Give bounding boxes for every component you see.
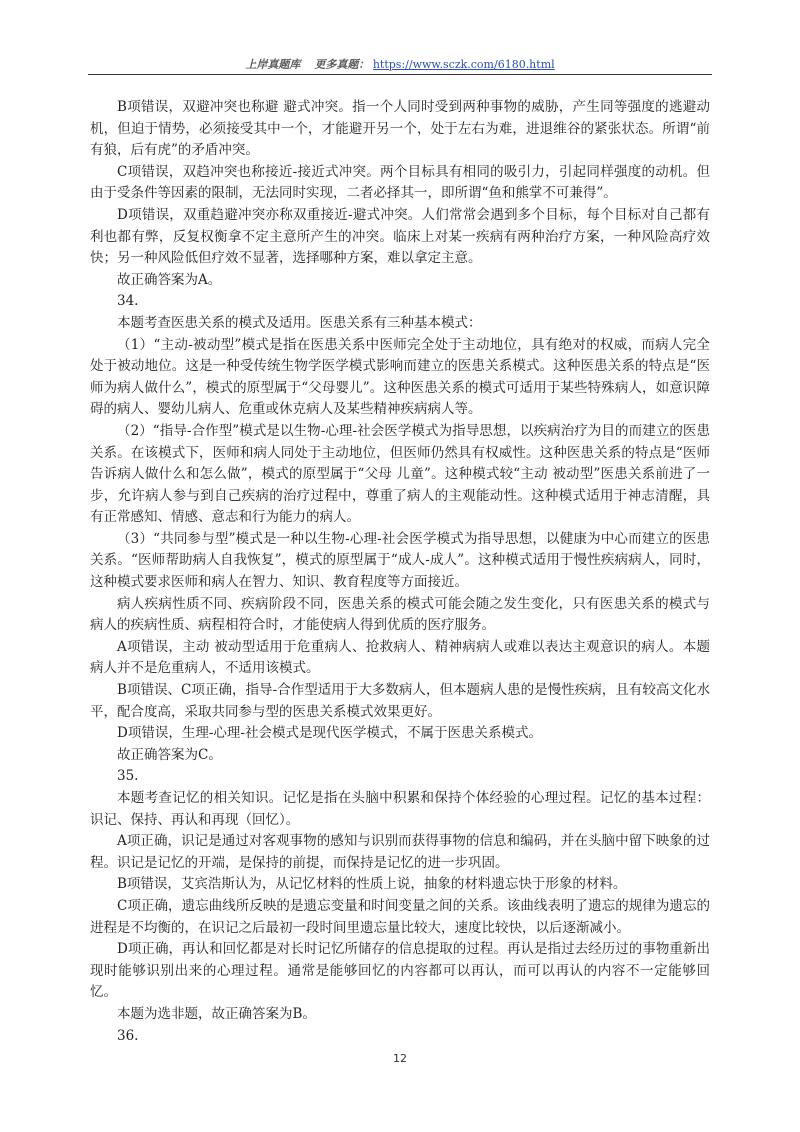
paragraph: A项错误，主动 被动型适用于危重病人、抢救病人、精神病病人或难以表达主观意识的病人。本题病人并不是危重病人，不适用该模式。 (90, 638, 710, 677)
paragraph: 本题为选非题，故正确答案为B。 (117, 1005, 316, 1022)
paragraph: A项正确，识记是通过对客观事物的感知与识别而获得事物的信息和编码，并在头脑中留下映象的过程。识记是记忆的开端，是保持的前提，而保持是记忆的进一步巩固。 (90, 833, 710, 871)
page-number: 12 (393, 1052, 407, 1065)
paragraph: （3）“共同参与型”模式是一种以生物-心理-社会医学模式为指导思想，以健康为中心而建立的医患关系。“医师帮助病人自我恢复”，模式的原型属于“成人-成人”。这种模式适用于慢性疾病病人，同时，这种模式要求医师和病人在智力、知识、教育程度等方面接近。 (90, 530, 710, 591)
paragraph: 故正确答案为A。 (117, 271, 222, 288)
paragraph: 病人疾病性质不同、疾病阶段不同，医患关系的模式可能会随之发生变化，只有医患关系的模式与病人的疾病性质、病程相符合时，才能使病人得到优质的医疗服务。 (90, 595, 710, 634)
paragraph: C项错误，双趋冲突也称接近-接近式冲突。两个目标具有相同的吸引力，引起同样强度的动机。但由于受条件等因素的限制，无法同时实现，二者必择其一，即所谓“鱼和熊掌不可兼得”。 (90, 163, 710, 202)
header-brand: 上岸真题库 (245, 58, 301, 71)
header-label: 更多真题： (314, 58, 370, 71)
paragraph: D项正确，再认和回忆都是对长时记忆所储存的信息提取的过程。再认是指过去经历过的事物重新出现时能够识别出来的心理过程。通常是能够回忆的内容都可以再认，而可以再认的内容不一定能够回忆。 (90, 941, 710, 1001)
paragraph: B项错误、C项正确，指导-合作型适用于大多数病人，但本题病人患的是慢性疾病，且有较高文化水平，配合度高，采取共同参与型的医患关系模式效果更好。 (90, 682, 710, 720)
header-divider (88, 74, 712, 75)
document-body (90, 97, 710, 1047)
header-link[interactable]: https://www.sczk.com/6180.html (372, 58, 555, 71)
paragraph: C项正确，遗忘曲线所反映的是遗忘变量和时间变量之间的关系。该曲线表明了遗忘的规律为遗忘的进程是不均衡的，在识记之后最初一段时间里遗忘量比较大，速度比较快，以后逐渐减小。 (90, 897, 710, 936)
paragraph: B项错误，艾宾浩斯认为，从记忆材料的性质上说，抽象的材料遗忘快于形象的材料。 (117, 876, 627, 893)
page-header (90, 56, 710, 72)
question-number: 35. (117, 768, 139, 785)
paragraph: （2）“指导-合作型”模式是以生物-心理-社会医学模式为指导思想，以疾病治疗为目的而建立的医患关系。在该模式下，医师和病人同处于主动地位，但医师仍然具有权威性。这种医患关系的特点是“医师告诉病人做什么和怎么做”，模式的原型属于“父母 儿童”。这种模式较“主动 被动型”医患关系前进了一步，允许病人参与到自己疾病的治疗过程中，尊重了病人的主观能动性。这种模式适用于神志清醒，具有正常感知、情感、意志和行为能力的病人。 (90, 422, 710, 526)
paragraph: B项错误，双避冲突也称避 避式冲突。指一个人同时受到两种事物的威胁，产生同等强度的逃避动机，但迫于情势，必须接受其中一个，才能避开另一个，处于左右为难，进退维谷的紧张状态。所谓“前有狼，后有虎”的矛盾冲突。 (90, 99, 710, 159)
question-number: 34. (117, 293, 139, 310)
paragraph: 本题考查记忆的相关知识。记忆是指在头脑中积累和保持个体经验的心理过程。记忆的基本过程：识记、保持、再认和再现（回忆）。 (90, 790, 710, 828)
paragraph: （1）“主动-被动型”模式是指在医患关系中医师完全处于主动地位，具有绝对的权威，而病人完全处于被动地位。这是一种受传统生物学医学模式影响而建立的医患关系模式。这种医患关系的特点是“医师为病人做什么”，模式的原型属于“父母婴儿”。这种医患关系的模式可适用于某些特殊病人，如意识障碍的病人、婴幼儿病人、危重或休克病人及某些精神疾病病人等。 (90, 336, 710, 418)
paragraph: D项错误，双重趋避冲突亦称双重接近-避式冲突。人们常常会遇到多个目标，每个目标对自己都有利也都有弊，反复权衡拿不定主意所产生的冲突。临床上对某一疾病有两种治疗方案，一种风险高疗效快；另一种风险低但疗效不显著，选择哪种方案，难以拿定主意。 (90, 206, 710, 267)
paragraph: 故正确答案为C。 (117, 746, 222, 763)
question-number: 36. (117, 1027, 139, 1044)
paragraph: D项错误，生理-心理-社会模式是现代医学模式，不属于医患关系模式。 (117, 725, 542, 742)
paragraph: 本题考查医患关系的模式及适用。医患关系有三种基本模式： (117, 314, 482, 331)
